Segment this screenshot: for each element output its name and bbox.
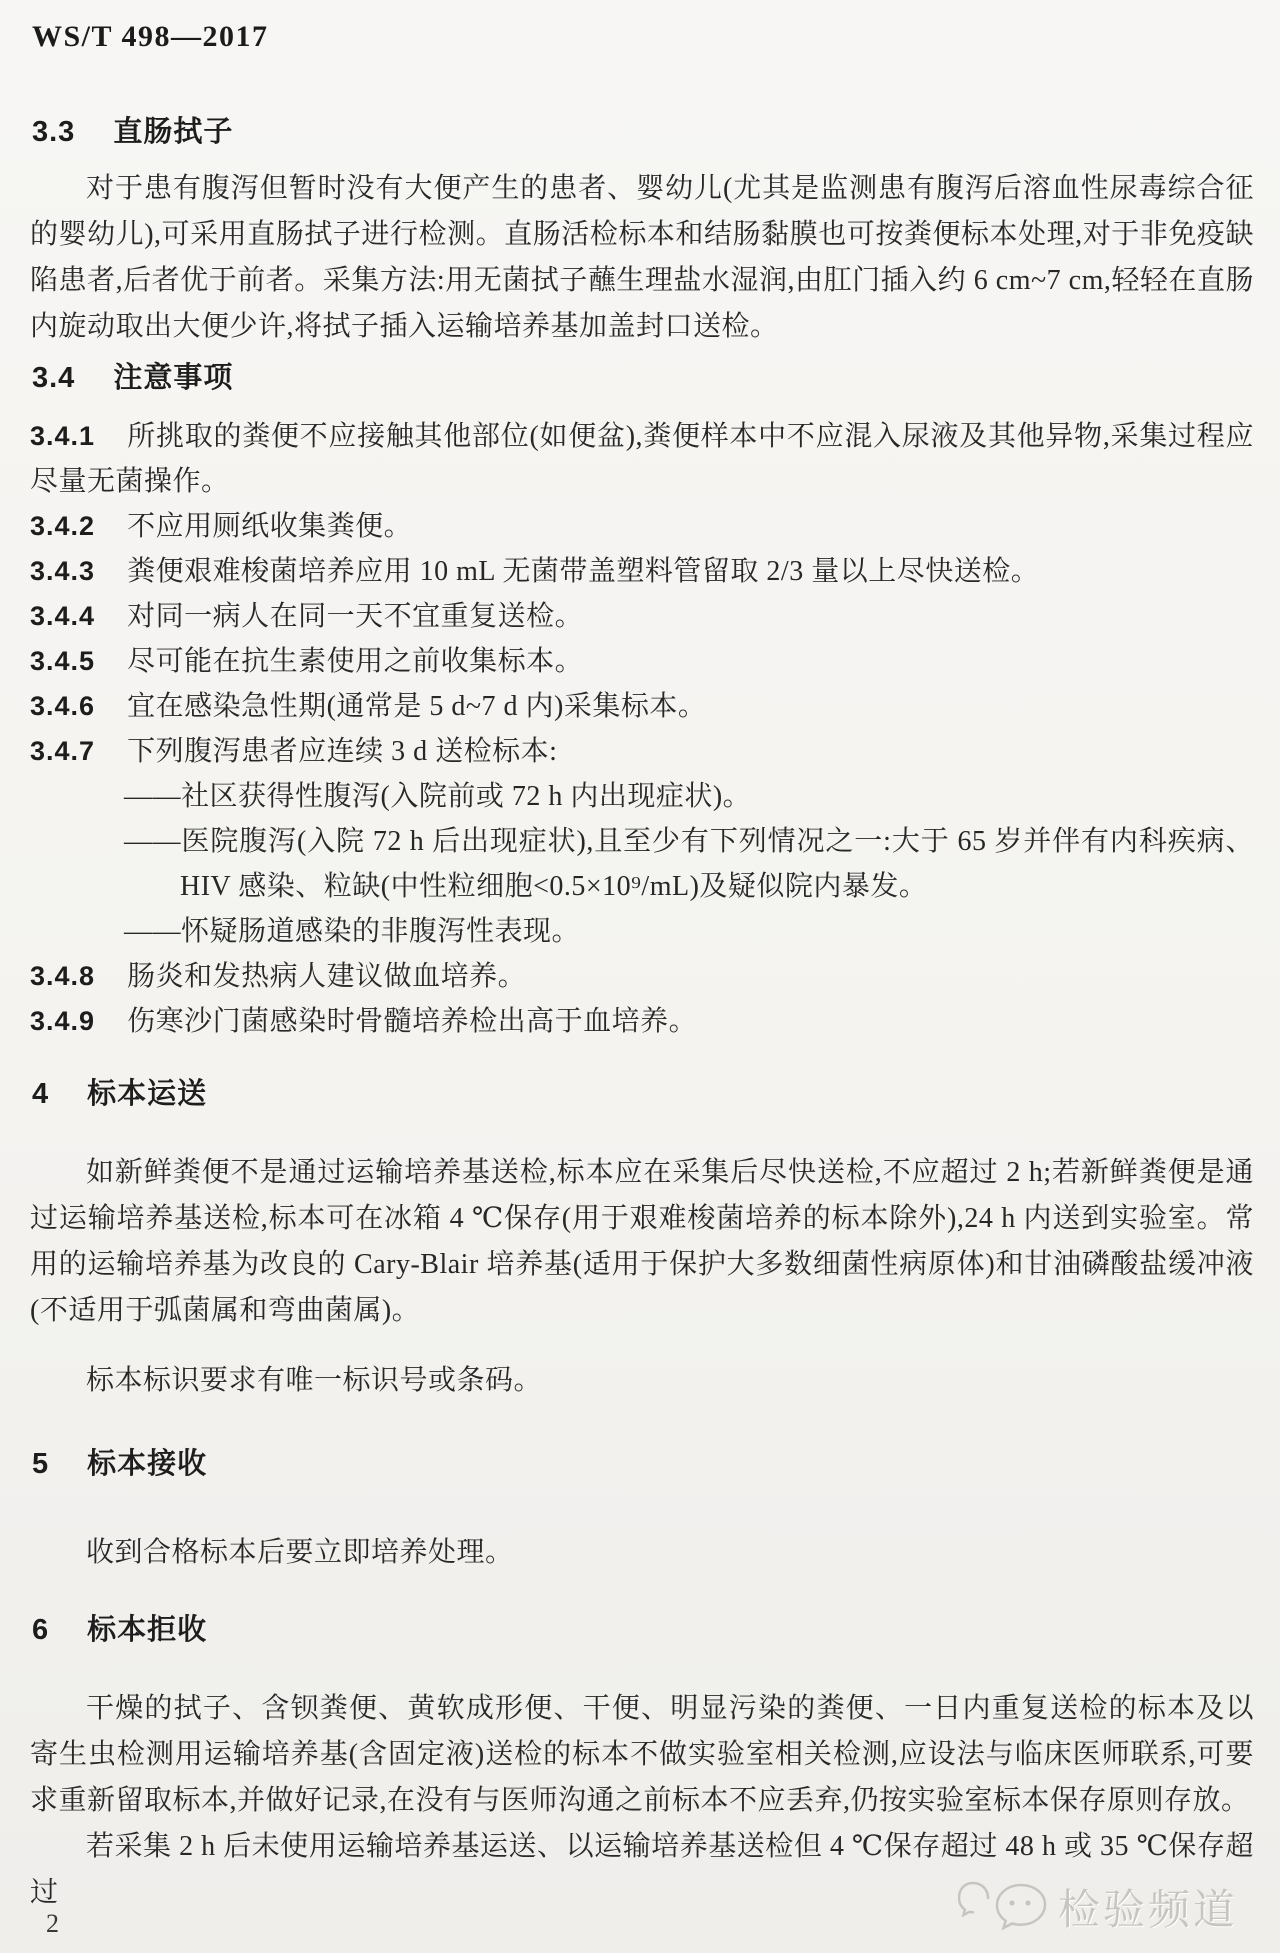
- clause-number: 3.4.3: [30, 556, 96, 586]
- clause-3-4-8: [30, 954, 1254, 999]
- section-number: 5: [32, 1448, 50, 1480]
- clause-number: 3.4.4: [30, 601, 96, 631]
- paragraph-transport: 如新鲜粪便不是通过运输培养基送检,标本应在采集后尽快送检,不应超过 2 h;若新鲜粪便是通过运输培养基送检,标本可在冰箱 4 ℃保存(用于艰难梭菌培养的标本除外),24 h 内送到实验室。常用的运输培养基为改良的 Cary-Blair 培养基(适用于保护大多数细菌性病原体)和甘油磷酸盐缓冲液(不适用于弧菌属和弯曲菌属)。: [30, 1157, 1254, 1326]
- clause-text: 下列腹泻患者应连续 3 d 送检标本:: [127, 736, 558, 767]
- clause-3-4-5: [30, 639, 1254, 684]
- clause-number: 3.4.1: [30, 421, 96, 451]
- clause-3-4-6: [30, 684, 1254, 729]
- paragraph-labeling: 标本标识要求有唯一标识号或条码。: [86, 1365, 543, 1396]
- clause-number: 3.4.9: [30, 1006, 96, 1036]
- section-title: 直肠拭子: [113, 116, 234, 148]
- clause-text: 肠炎和发热病人建议做血培养。: [127, 961, 527, 992]
- paragraph-reception: 收到合格标本后要立即培养处理。: [86, 1537, 514, 1568]
- clause-text: 宜在感染急性期(通常是 5 d~7 d 内)采集标本。: [127, 691, 707, 722]
- standard-number: WS/T 498—2017: [32, 20, 269, 53]
- clause-3-4-1: [30, 414, 1254, 504]
- section-title: 注意事项: [113, 362, 234, 394]
- paragraph-rejection-continued: 若采集 2 h 后未使用运输培养基运送、以运输培养基送检但 4 ℃保存超过 48 h 或 35 ℃保存超过: [30, 1831, 1254, 1908]
- clause-3-4-7: [30, 729, 1254, 774]
- clause-3-4-2: [30, 504, 1254, 549]
- list-item-text: 医院腹泻(入院 72 h 后出现症状),且至少有下列情况之一:大于 65 岁并伴有内科疾病、HIV 感染、粒缺(中性粒细胞<0.5×10⁹/mL)及疑似院内暴发。: [180, 826, 1254, 902]
- section-heading-5: [32, 1444, 1254, 1484]
- section-title: 标本拒收: [87, 1614, 208, 1646]
- dash-prefix: ——: [124, 826, 181, 857]
- section-number: 3.4: [32, 362, 76, 394]
- list-item-community-diarrhea: [30, 774, 1254, 819]
- section-heading-3-4: [32, 358, 1254, 398]
- list-item-text: 怀疑肠道感染的非腹泻性表现。: [181, 916, 581, 947]
- list-item-hospital-diarrhea: [30, 819, 1254, 909]
- dash-prefix: ——: [124, 781, 181, 812]
- clause-text: 尽可能在抗生素使用之前收集标本。: [127, 646, 584, 677]
- watermark-logo-icon: [958, 1877, 1050, 1937]
- clause-text: 伤寒沙门菌感染时骨髓培养检出高于血培养。: [127, 1006, 698, 1037]
- page-number: 2: [46, 1909, 59, 1938]
- clause-3-4-4: [30, 594, 1254, 639]
- clause-text: 对同一病人在同一天不宜重复送检。: [127, 601, 584, 632]
- dash-prefix: ——: [124, 916, 181, 947]
- clause-number: 3.4.6: [30, 691, 96, 721]
- section-heading-4: [32, 1074, 1254, 1114]
- list-item-text: 社区获得性腹泻(入院前或 72 h 内出现症状)。: [181, 781, 752, 812]
- clause-number: 3.4.7: [30, 736, 96, 766]
- watermark: [958, 1877, 1238, 1937]
- section-heading-3-3: [32, 112, 1254, 152]
- clause-text: 粪便艰难梭菌培养应用 10 mL 无菌带盖塑料管留取 2/3 量以上尽快送检。: [127, 556, 1040, 587]
- list-item-suspected-infection: [30, 909, 1254, 954]
- clause-3-4-3: [30, 549, 1254, 594]
- paragraph-rejection: 干燥的拭子、含钡粪便、黄软成形便、干便、明显污染的粪便、一日内重复送检的标本及以寄生虫检测用运输培养基(含固定液)送检的标本不做实验室相关检测,应设法与临床医师联系,可要求重新留取标本,并做好记录,在没有与医师沟通之前标本不应丢弃,仍按实验室标本保存原则存放。: [30, 1693, 1254, 1816]
- section-number: 6: [32, 1614, 50, 1646]
- watermark-text: 检验频道: [1057, 1886, 1238, 1933]
- clause-number: 3.4.2: [30, 511, 96, 541]
- section-title: 标本运送: [87, 1078, 208, 1110]
- clause-3-4-9: [30, 999, 1254, 1044]
- clause-text: 不应用厕纸收集粪便。: [127, 511, 413, 542]
- section-title: 标本接收: [87, 1448, 208, 1480]
- paragraph-rectal-swab: 对于患有腹泻但暂时没有大便产生的患者、婴幼儿(尤其是监测患有腹泻后溶血性尿毒综合征的婴幼儿),可采用直肠拭子进行检测。直肠活检标本和结肠黏膜也可按粪便标本处理,对于非免疫缺陷患者,后者优于前者。采集方法:用无菌拭子蘸生理盐水湿润,由肛门插入约 6 cm~7 cm,轻轻在直肠内旋动取出大便少许,将拭子插入运输培养基加盖封口送检。: [30, 173, 1254, 342]
- clause-text: 所挑取的粪便不应接触其他部位(如便盆),粪便样本中不应混入尿液及其他异物,采集过程应尽量无菌操作。: [30, 421, 1254, 497]
- clause-number: 3.4.5: [30, 646, 96, 676]
- section-number: 4: [32, 1078, 50, 1110]
- clause-number: 3.4.8: [30, 961, 96, 991]
- section-heading-6: [32, 1610, 1254, 1650]
- section-number: 3.3: [32, 116, 76, 148]
